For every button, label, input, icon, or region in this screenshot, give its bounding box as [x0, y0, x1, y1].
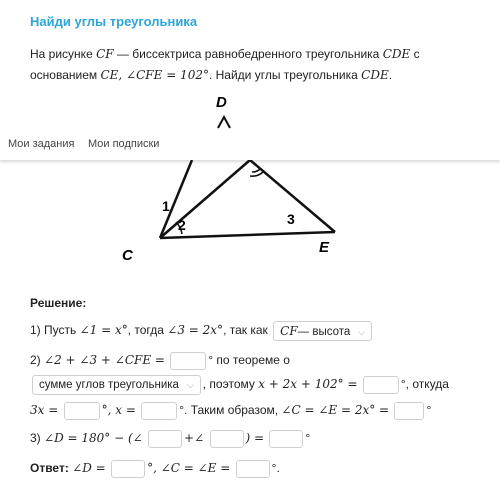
chevron-down-icon: ⌵	[358, 326, 366, 337]
angle-2-label: 2	[178, 217, 186, 233]
solution-step-3: 3) ∠D = 180° − (∠ +∠ ) = °	[30, 428, 310, 448]
vertex-d-apex	[218, 117, 230, 128]
task-title: Найди углы треугольника	[30, 14, 198, 29]
theorem-select[interactable]: сумме углов треугольника ⌵	[32, 375, 201, 395]
solution-step-1: 1) Пусть ∠1 = x°, тогда ∠3 = 2x°, так как CF— высота ⌵	[30, 320, 374, 341]
reason-select-1[interactable]: CF— высота ⌵	[273, 321, 372, 341]
angle-arc-f-outer	[250, 172, 263, 176]
answer-input-equation[interactable]	[363, 376, 399, 394]
answer-input-angle-b[interactable]	[210, 430, 244, 448]
triangle-figure-top	[190, 90, 270, 130]
nav-my-subscriptions[interactable]: Мои подписки	[88, 138, 160, 150]
final-answer-d[interactable]	[111, 460, 145, 478]
angle-1-label: 1	[162, 198, 170, 214]
final-answer-ce[interactable]	[236, 460, 270, 478]
solution-step-2: 2) ∠2 + ∠3 + ∠CFE = ° по теореме о	[30, 350, 290, 370]
bisector-cf	[160, 160, 250, 238]
angle-3-label: 3	[287, 211, 295, 227]
answer-line: Ответ: ∠D = °, ∠C = ∠E = °.	[30, 458, 280, 478]
answer-input-angle-a[interactable]	[148, 430, 182, 448]
solution-step-2b: сумме углов треугольника ⌵ , поэтому x + 2x + 102° = °, откуда	[30, 374, 449, 395]
nav-bar	[0, 130, 500, 160]
answer-input-angle-ce[interactable]	[394, 402, 424, 420]
triangle-figure	[100, 160, 360, 270]
angle-arc-f-inner	[252, 169, 260, 172]
solution-heading: Решение:	[30, 296, 87, 310]
problem-statement: На рисунке CF — биссектриса равнобедренного треугольника CDE с основанием CE, ∠CFE = 102°. Найди углы треугольника CDE.	[30, 47, 420, 82]
side-ce	[160, 232, 335, 238]
answer-input-3x[interactable]	[64, 402, 100, 420]
answer-input-sum[interactable]	[170, 352, 206, 370]
answer-input-angle-d[interactable]	[269, 430, 303, 448]
vertex-e-label: E	[319, 239, 330, 256]
vertex-c-label: C	[122, 247, 133, 264]
chevron-down-icon: ⌵	[186, 379, 194, 390]
nav-my-tasks[interactable]: Мои задания	[8, 138, 75, 150]
solution-step-2c: 3x = °, x = °. Таким образом, ∠C = ∠E = 2x° = °	[30, 400, 431, 420]
answer-input-x[interactable]	[141, 402, 177, 420]
vertex-d-label: D	[216, 94, 227, 111]
